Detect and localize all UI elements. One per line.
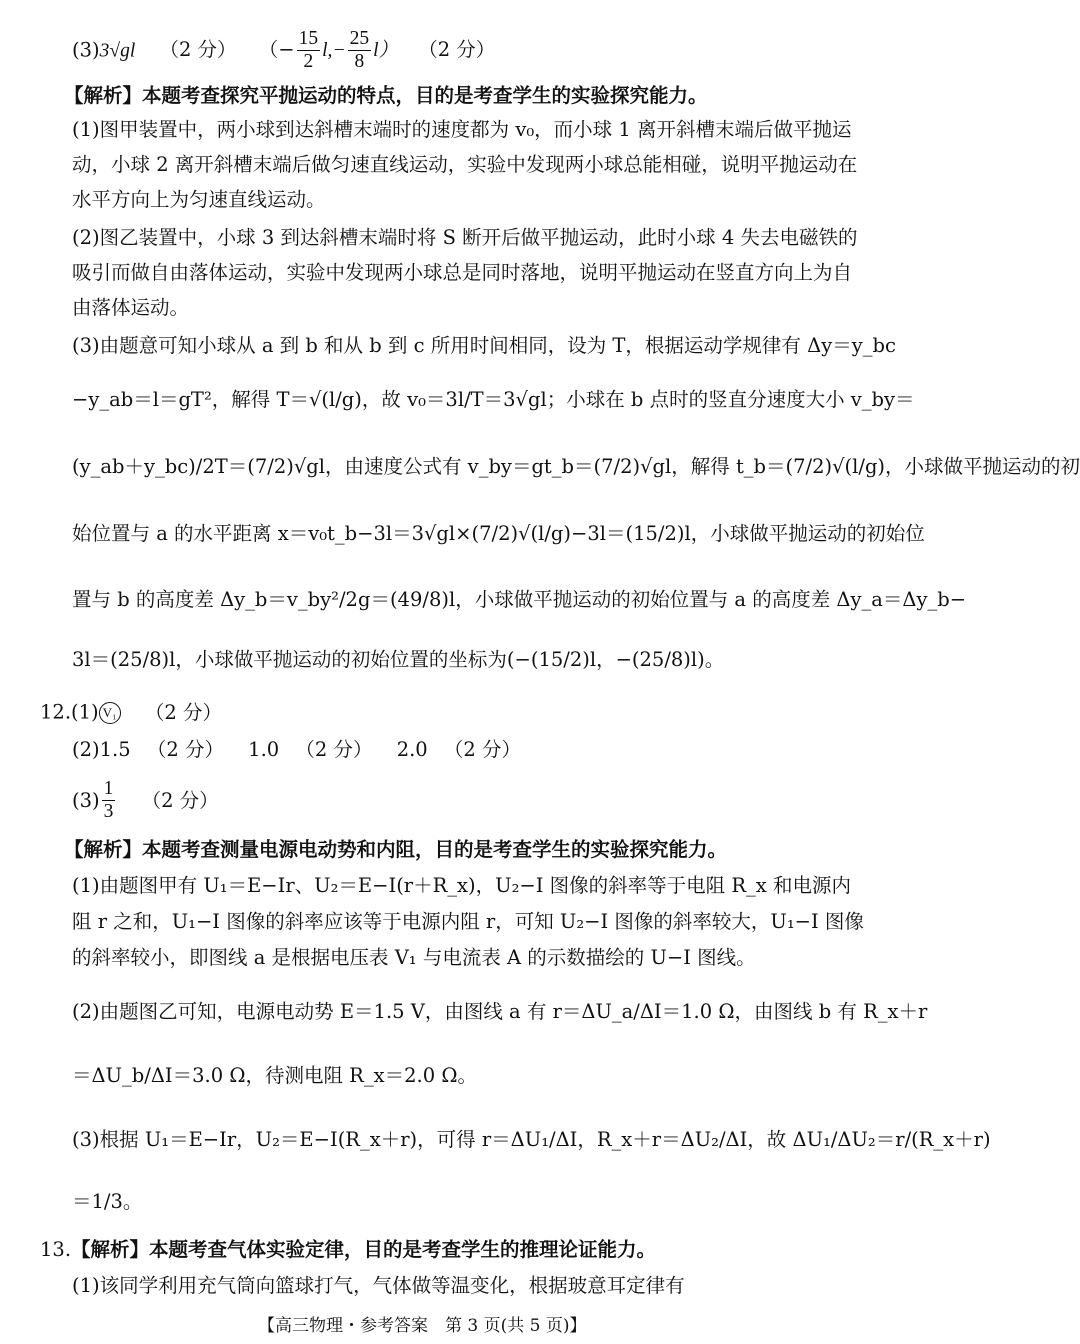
- q12-p1-line-2: 阻 r 之和，U₁−I 图像的斜率应该等于电源内阻 r，可知 U₂−I 图像的斜率较大，U₁−I 图像: [72, 910, 864, 933]
- score: （2 分）: [159, 38, 237, 62]
- q11-p1-line-1: (1)图甲装置中，两小球到达斜槽末端时的速度都为 v₀，而小球 1 离开斜槽末端后做平抛运: [72, 118, 852, 141]
- question-number: 12.: [40, 700, 72, 724]
- q12-analysis-title: 【解析】本题考查测量电源电动势和内阻，目的是考查学生的实验探究能力。: [64, 838, 728, 861]
- q11-p3-line-5: 置与 b 的高度差 Δy_b＝v_by²/2g＝(49/8)l，小球做平抛运动的初始位置与 a 的高度差 Δy_a＝Δy_b−: [72, 588, 967, 611]
- answer-line-3: (3)3√gl （2 分） （− $\frac{15}{2}$ l,− $\frac{25}{8}$ l） （2 分）: [72, 28, 496, 73]
- q11-p2-line-1: (2)图乙装置中，小球 3 到达斜槽末端时将 S 断开后做平抛运动，此时小球 4 失去电磁铁的: [72, 226, 858, 249]
- score: （2 分）: [141, 789, 219, 813]
- q11-p3-line-6: 3l＝(25/8)l，小球做平抛运动的初始位置的坐标为(−(15/2)l，−(25/8)l)。: [72, 648, 725, 671]
- q12-answer-3: (3) $\frac{1}{3}$ （2 分）: [72, 778, 219, 823]
- q13-p1-line-1: (1)该同学利用充气筒向篮球打气，气体做等温变化，根据玻意耳定律有: [72, 1274, 685, 1297]
- q11-p3-line-3: (y_ab＋y_bc)/2T＝(7/2)√gl，由速度公式有 v_by＝gt_b＝(7/2)√gl，解得 t_b＝(7/2)√(l/g)，小球做平抛运动的初: [72, 455, 1080, 478]
- answer-3-value: 3√gl: [99, 40, 136, 62]
- q12-p3-line-1: (3)根据 U₁＝E−Ir，U₂＝E−I(R_x＋r)，可得 r＝ΔU₁/ΔI，R_x＋r＝ΔU₂/ΔI，故 ΔU₁/ΔU₂＝r/(R_x＋r): [72, 1128, 991, 1151]
- q11-p3-line-1: (3)由题意可知小球从 a 到 b 和从 b 到 c 所用时间相同，设为 T，根据运动学规律有 Δy＝y_bc: [72, 334, 896, 357]
- q12-p1-line-1: (1)由题图甲有 U₁＝E−Ir、U₂＝E−I(r＋R_x)，U₂−I 图像的斜率等于电阻 R_x 和电源内: [72, 874, 851, 897]
- q12-answer-2: (2)1.5 （2 分） 1.0 （2 分） 2.0 （2 分）: [72, 738, 522, 761]
- q11-p2-line-3: 由落体运动。: [72, 296, 190, 319]
- coordinate-answer: （− $\frac{15}{2}$ l,− $\frac{25}{8}$ l）: [258, 28, 398, 73]
- q12-p2-line-2: ＝ΔU_b/ΔI＝3.0 Ω，待测电阻 R_x＝2.0 Ω。: [72, 1064, 477, 1087]
- q12-p2-line-1: (2)由题图乙可知，电源电动势 E＝1.5 V，由图线 a 有 r＝ΔU_a/ΔI＝1.0 Ω，由图线 b 有 R_x＋r: [72, 1000, 928, 1023]
- q11-p1-line-3: 水平方向上为匀速直线运动。: [72, 188, 326, 211]
- voltmeter-v1-icon: V₁: [99, 702, 121, 724]
- q11-p2-line-2: 吸引而做自由落体运动，实验中发现两小球总是同时落地，说明平抛运动在竖直方向上为自: [72, 261, 853, 284]
- page-footer: 【高三物理・参考答案 第 3 页(共 5 页)】: [258, 1316, 587, 1336]
- q13-heading: [40, 1240, 656, 1260]
- score: （2 分）: [418, 38, 496, 62]
- q12-p3-line-2: ＝1/3。: [72, 1190, 143, 1213]
- score: （2 分）: [144, 700, 222, 724]
- q11-p1-line-2: 动，小球 2 离开斜槽末端后做匀速直线运动，实验中发现两小球总能相碰，说明平抛运动在: [72, 153, 858, 176]
- q13-analysis-title: 【解析】本题考查气体实验定律，目的是考查学生的推理论证能力。: [71, 1238, 657, 1261]
- q12-p1-line-3: 的斜率较小，即图线 a 是根据电压表 V₁ 与电流表 A 的示数描绘的 U−I 图线。: [72, 946, 756, 969]
- q11-p3-line-4: 始位置与 a 的水平距离 x＝v₀t_b−3l＝3√gl×(7/2)√(l/g)−3l＝(15/2)l，小球做平抛运动的初始位: [72, 522, 925, 545]
- one-third-fraction: $\frac{1}{3}$: [103, 778, 114, 823]
- q11-analysis-title: 【解析】本题考查探究平抛运动的特点，目的是考查学生的实验探究能力。: [64, 84, 708, 107]
- q12-answer-1: 12.(1) V₁ （2 分）: [40, 700, 222, 724]
- q11-p3-line-2: −y_ab＝l＝gT²，解得 T＝√(l/g)，故 v₀＝3l/T＝3√gl；小球在 b 点时的竖直分速度大小 v_by＝: [72, 388, 915, 411]
- question-number: 13.: [40, 1238, 72, 1261]
